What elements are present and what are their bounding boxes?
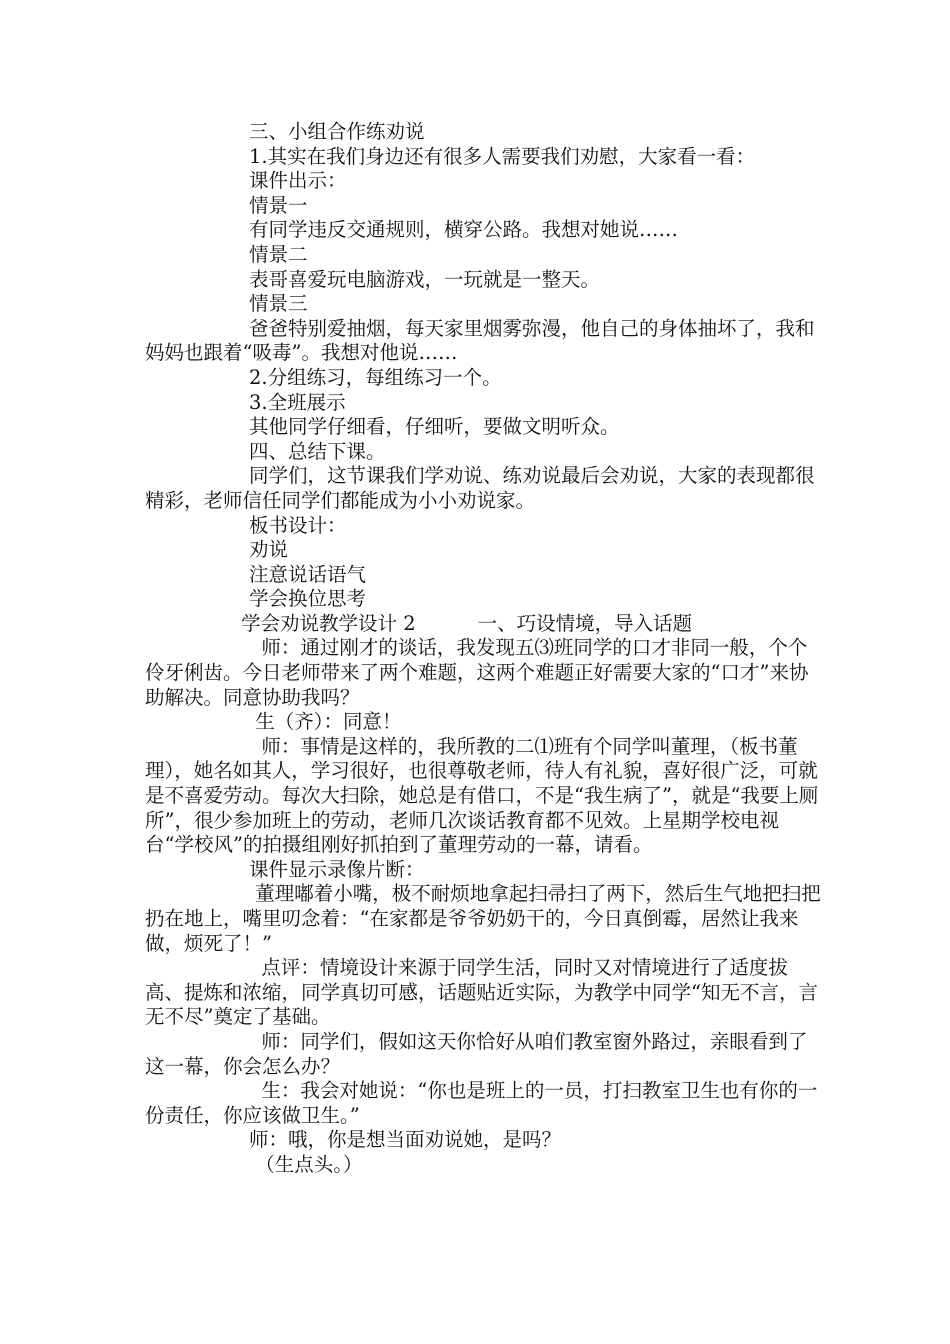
paragraph: 生（齐）：同意！ xyxy=(249,710,402,734)
paragraph: 生：我会对她说：“你也是班上的一员，打扫教室卫生也有你的一份责任，你应该做卫生。” xyxy=(145,1079,818,1127)
paragraph: 注意说话语气 xyxy=(249,562,367,586)
paragraph: 其他同学仔细看，仔细听，要做文明听众。 xyxy=(249,415,620,439)
paragraph: 学会换位思考 xyxy=(249,587,367,611)
scenario-heading: 情景二 xyxy=(249,242,308,266)
paragraph: 师：事情是这样的，我所教的二⑴班有个同学叫董理，（板书董理），她名如其人，学习很好，也很尊敬老师，待人有礼貌，喜好很广泛，可就是不喜爱劳动。每次大扫除，她总是有借口，不是“我生病了”，就是“我要上厕所”，很少参加班上的劳动，老师几次谈话教育都不见效。上星期学校电视台“学校风”的拍摄组刚好抓拍到了董理劳动的一幕，请看。 xyxy=(145,734,819,857)
section-heading-summary: 四、总结下课。 xyxy=(249,439,386,463)
paragraph: 同学们，这节课我们学劝说、练劝说最后会劝说，大家的表现都很精彩，老师信任同学们都能成为小小劝说家。 xyxy=(145,464,815,512)
paragraph: 课件显示录像片断： xyxy=(249,857,425,881)
paragraph: 3.全班展示 xyxy=(249,390,346,414)
document-body xyxy=(145,120,825,1178)
paragraph: 师：哦，你是想当面劝说她，是吗？ xyxy=(249,1128,562,1152)
paragraph: 师：通过刚才的谈话，我发现五⑶班同学的口才非同一般，个个伶牙俐齿。今日老师带来了两个难题，这两个难题正好需要大家的“口才”来协助解决。同意协助我吗？ xyxy=(145,636,809,709)
section-heading-group-practice: 三、小组合作练劝说 xyxy=(249,120,425,143)
scenario-heading: 情景三 xyxy=(249,292,308,316)
paragraph: 董理嘟着小嘴，极不耐烦地拿起扫帚扫了两下，然后生气地把扫把扔在地上，嘴里叨念着：“在家都是爷爷奶奶干的，今日真倒霉，居然让我来做，烦死了！” xyxy=(145,882,821,955)
paragraph: 1.其实在我们身边还有很多人需要我们劝慰，大家看一看： xyxy=(249,144,756,168)
paragraph: 有同学违反交通规则，横穿公路。我想对她说…… xyxy=(249,218,679,242)
paragraph: 爸爸特别爱抽烟，每天家里烟雾弥漫，他自己的身体抽坏了，我和妈妈也跟着“吸毒”。我想对他说…… xyxy=(145,316,815,365)
lesson-title-line: 学会劝说教学设计 2 一、巧设情境，导入话题 xyxy=(241,611,693,635)
paragraph: 2.分组练习，每组练习一个。 xyxy=(249,365,502,389)
scenario-heading: 情景一 xyxy=(249,193,308,217)
paragraph: 点评：情境设计来源于同学生活，同时又对情境进行了适度拔高、提炼和浓缩，同学真切可感，话题贴近实际，为教学中同学“知无不言，言无不尽”奠定了基础。 xyxy=(145,956,818,1029)
paragraph: 表哥喜爱玩电脑游戏，一玩就是一整天。 xyxy=(249,267,601,291)
paragraph: 劝说 xyxy=(249,538,289,562)
paragraph: 课件出示： xyxy=(249,169,347,193)
paragraph: 板书设计： xyxy=(249,513,347,537)
paragraph: （生点头。） xyxy=(249,1152,363,1176)
paragraph: 师：同学们，假如这天你恰好从咱们教室窗外路过，亲眼看到了这一幕，你会怎么办？ xyxy=(145,1029,808,1078)
